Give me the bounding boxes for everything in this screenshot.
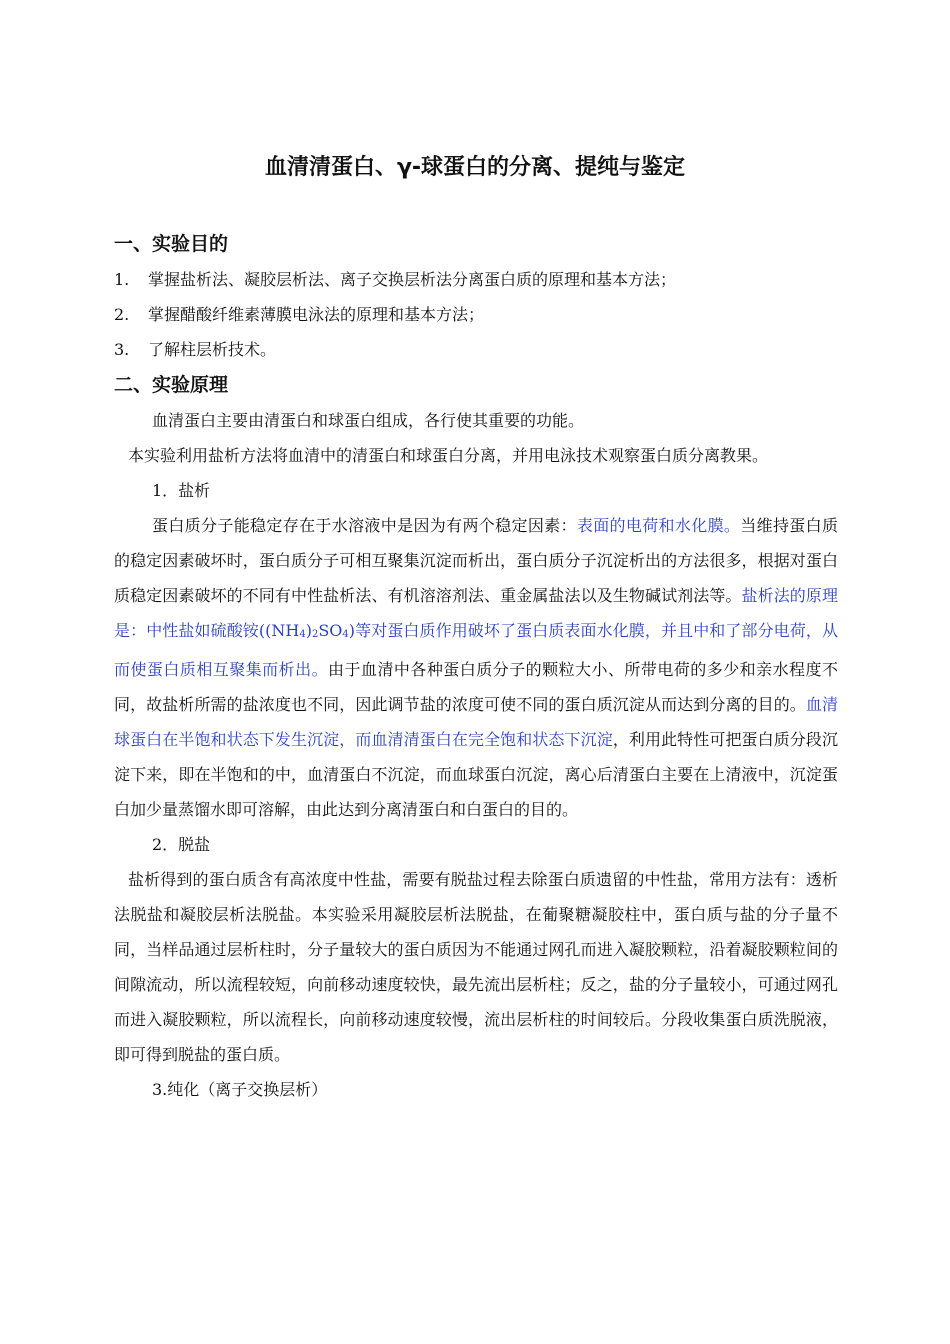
list-item [114,297,838,332]
highlight-text: 血清球蛋白在半饱和状态下发生沉淀，而血清清蛋白在完全饱和状态下沉淀 [114,695,838,749]
intro-paragraph-1: 血清蛋白主要由清蛋白和球蛋白组成，各行使其重要的功能。 [152,411,585,430]
list-item [114,332,838,367]
text-run: ，利用此特性可把蛋白质分段沉淀下来，即在半饱和的中，血清蛋白不沉淀，而血球蛋白沉淀，离心后清蛋白主要在上清液中，沉淀蛋白加少量蒸馏水即可溶解，由此达到分离清蛋白和白蛋白的目的。 [114,730,838,819]
document-body [114,226,838,1107]
subscript: 4 [342,629,349,640]
subheading-purification: 3.纯化（离子交换层析） [152,1080,328,1099]
list-number: 3. [114,340,130,359]
list-text: 掌握盐析法、凝胶层析法、离子交换层析法分离蛋白质的原理和基本方法； [148,270,677,289]
text-run: 由于血清中各种蛋白质分子的颗粒大小、所带电荷的多少和亲水程度不同，故盐析所需的盐浓度也不同，因此调节盐的浓度可使不同的蛋白质沉淀从而达到分离的目的。 [114,660,838,714]
list-text: 掌握醋酸纤维素薄膜电泳法的原理和基本方法； [148,305,485,324]
intro-paragraph-2: 本实验利用盐析方法将血清中的清蛋白和球蛋白分离，并用电泳技术观察蛋白质分离教果。 [128,446,769,465]
section-heading-principles: 二、实验原理 [114,374,229,396]
list-number: 1. [114,270,130,289]
list-text: 了解柱层析技术。 [148,340,277,359]
subscript: 2 [311,629,319,640]
section-heading-objectives: 一、实验目的 [114,233,229,255]
subheading-desalting: 2．脱盐 [152,835,211,854]
formula-text: SO [318,621,343,640]
subheading-salting-out: 1．盐析 [152,481,211,500]
list-item [114,262,838,297]
formula-text: ) [305,621,312,640]
document-title: 血清清蛋白、γ-球蛋白的分离、提纯与鉴定 [264,155,686,180]
highlight-text: 表面的电荷和水化膜。 [576,516,741,535]
paragraph-salting-out [114,508,838,827]
formula-text: )等对蛋白质作用破坏了蛋白质表面水化膜，并且中和了部分电荷，从而使蛋白质相互聚集而析出。 [114,621,838,679]
list-number: 2. [114,305,130,324]
formula-text: 盐析法的原理是：中性盐如硫酸铵((NH [114,586,838,640]
paragraph-desalting: 盐析得到的蛋白质含有高浓度中性盐，需要有脱盐过程去除蛋白质遗留的中性盐，常用方法有：透析法脱盐和凝胶层析法脱盐。本实验采用凝胶层析法脱盐，在葡聚糖凝胶柱中，蛋白质与盐的分子量不同，当样品通过层析柱时，分子量较大的蛋白质因为不能通过网孔而进入凝胶颗粒，沿着凝胶颗粒间的间隙流动，所以流程较短，向前移动速度较快，最先流出层析柱；反之，盐的分子量较小，可通过网孔而进入凝胶颗粒，所以流程长，向前移动速度较慢，流出层析柱的时间较后。分段收集蛋白质洗脱液，即可得到脱盐的蛋白质。 [114,870,838,1064]
text-run: 蛋白质分子能稳定存在于水溶液中是因为有两个稳定因素： [152,516,577,535]
text-run: 当维持蛋白质的稳定因素破坏时，蛋白质分子可相互聚集沉淀而析出，蛋白质分子沉淀析出的方法很多，根据对蛋白质稳定因素破坏的不同有中性盐析法、有机溶溶剂法、重金属盐法以及生物碱试剂法等。 [114,516,838,605]
subscript: 4 [299,629,306,640]
